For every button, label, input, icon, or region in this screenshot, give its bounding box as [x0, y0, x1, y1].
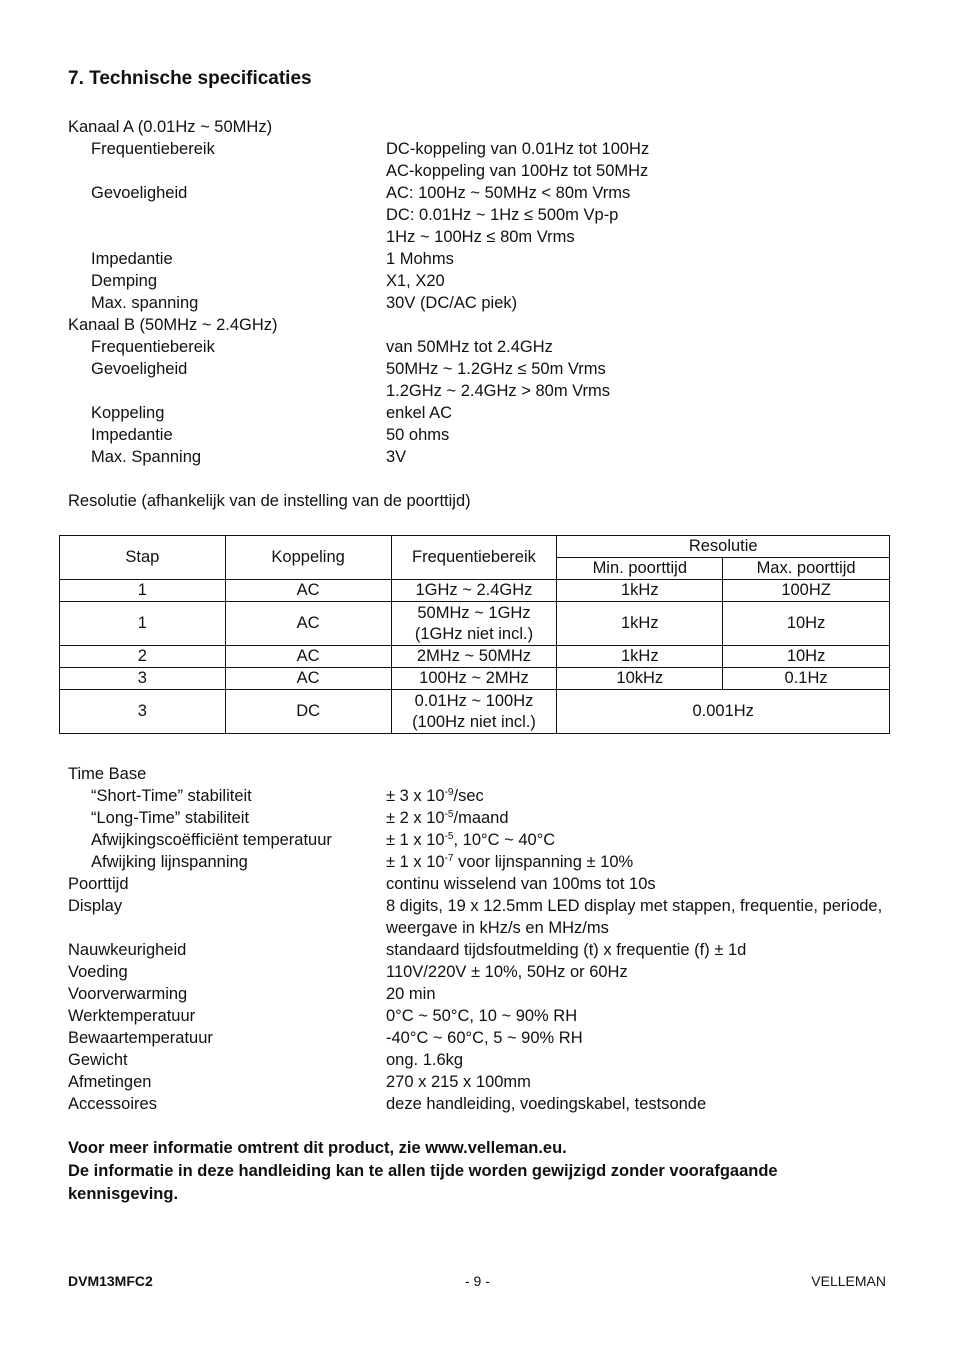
- footer-model: DVM13MFC2: [68, 1273, 153, 1289]
- cell-coupling: AC: [225, 580, 391, 602]
- spec-value: van 50MHz tot 2.4GHz: [386, 338, 553, 356]
- spec-label: Gevoeligheid: [91, 184, 188, 202]
- spec-label: Afwijkingscoëfficiënt temperatuur: [91, 831, 332, 849]
- spec-row: [68, 336, 890, 358]
- header-coupling: Koppeling: [225, 536, 391, 580]
- spec-row: [68, 446, 890, 468]
- spec-row: [68, 1071, 890, 1093]
- spec-label: Max. spanning: [91, 294, 199, 312]
- spec-label: Demping: [91, 272, 158, 290]
- spec-row: [68, 424, 890, 446]
- spec-row: [68, 270, 890, 292]
- table-header-row: [60, 536, 890, 558]
- cell-step: 3: [60, 668, 226, 690]
- notice-line: Voor meer informatie omtrent dit product, zie www.velleman.eu.: [68, 1139, 567, 1157]
- spec-value: -40°C ~ 60°C, 5 ~ 90% RH: [386, 1029, 583, 1047]
- spec-label: Bewaartemperatuur: [68, 1029, 213, 1047]
- cell-step: 2: [60, 646, 226, 668]
- table-row: [60, 690, 890, 734]
- spec-label: “Short-Time” stabiliteit: [91, 787, 252, 805]
- spec-value: [386, 829, 555, 851]
- cell-frequency-line: 50MHz ~ 1GHz: [417, 603, 531, 622]
- footer-brand: VELLEMAN: [811, 1273, 886, 1289]
- spec-value: 1Hz ~ 100Hz ≤ 80m Vrms: [386, 228, 575, 246]
- spec-label: Werktemperatuur: [68, 1007, 196, 1025]
- spec-label: Impedantie: [91, 250, 173, 268]
- spec-value: ong. 1.6kg: [386, 1051, 464, 1069]
- header-resolution: Resolutie: [557, 536, 890, 558]
- notice-line: De informatie in deze handleiding kan te allen tijde worden gewijzigd zonder voorafgaande kennisgeving.: [68, 1162, 778, 1203]
- spec-label: “Long-Time” stabiliteit: [91, 809, 250, 827]
- spec-row: [68, 873, 890, 895]
- value-base: ± 1 x 10: [386, 831, 445, 849]
- cell-coupling: AC: [225, 646, 391, 668]
- value-unit: , 10°C ~ 40°C: [453, 831, 556, 849]
- spec-value: AC: 100Hz ~ 50MHz < 80m Vrms: [386, 184, 631, 202]
- resolution-table: [59, 535, 890, 734]
- value-base: ± 1 x 10: [386, 853, 445, 871]
- spec-label: Accessoires: [68, 1095, 157, 1113]
- spec-row: [68, 917, 890, 939]
- spec-row: [68, 851, 890, 873]
- spec-value: 1.2GHz ~ 2.4GHz > 80m Vrms: [386, 382, 611, 400]
- value-unit: /sec: [453, 787, 484, 805]
- spec-value: DC: 0.01Hz ~ 1Hz ≤ 500m Vp-p: [386, 206, 619, 224]
- spec-label: Frequentiebereik: [91, 338, 215, 356]
- spec-row: [68, 292, 890, 314]
- section-heading: 7. Technische specificaties: [68, 68, 312, 89]
- spec-label: Poorttijd: [68, 875, 129, 893]
- cell-frequency-note: (1GHz niet incl.): [414, 624, 534, 643]
- footer-page-number: - 9 -: [465, 1273, 490, 1289]
- spec-row: [68, 829, 890, 851]
- cell-frequency-line: 0.01Hz ~ 100Hz: [414, 691, 534, 710]
- value-base: ± 3 x 10: [386, 787, 445, 805]
- info-notice: [68, 1137, 890, 1206]
- spec-label: Max. Spanning: [91, 448, 202, 466]
- header-step: Stap: [60, 536, 226, 580]
- cell-frequency: 2MHz ~ 50MHz: [391, 646, 557, 668]
- cell-max: 10Hz: [723, 646, 890, 668]
- spec-value: 1 Mohms: [386, 250, 454, 268]
- spec-value: 0°C ~ 50°C, 10 ~ 90% RH: [386, 1007, 578, 1025]
- spec-value: DC-koppeling van 0.01Hz tot 100Hz: [386, 140, 650, 158]
- spec-row: [68, 1093, 890, 1115]
- spec-row: [68, 226, 890, 248]
- spec-row: [68, 807, 890, 829]
- spec-label: Gewicht: [68, 1051, 128, 1069]
- spec-row: [68, 1005, 890, 1027]
- spec-value: weergave in kHz/s en MHz/ms: [386, 919, 609, 937]
- value-exponent: -5: [444, 809, 454, 820]
- spec-value: AC-koppeling van 100Hz tot 50MHz: [386, 162, 649, 180]
- spec-label: Afwijking lijnspanning: [91, 853, 248, 871]
- spec-value: [386, 807, 509, 829]
- spec-row: [68, 1027, 890, 1049]
- spec-label: Voeding: [68, 963, 128, 981]
- spec-row: [68, 895, 890, 917]
- cell-frequency: [391, 690, 557, 734]
- cell-resolution: 0.001Hz: [557, 690, 890, 734]
- spec-label: Koppeling: [91, 404, 165, 422]
- cell-min: 10kHz: [557, 668, 723, 690]
- value-unit: /maand: [453, 809, 509, 827]
- general-specs: [68, 763, 890, 1115]
- spec-row: [68, 138, 890, 160]
- spec-row: [68, 160, 890, 182]
- spec-label: Afmetingen: [68, 1073, 152, 1091]
- spec-value: 3V: [386, 448, 407, 466]
- spec-row: [68, 358, 890, 380]
- spec-value: 8 digits, 19 x 12.5mm LED display met stappen, frequentie, periode,: [386, 897, 883, 915]
- spec-value: 50 ohms: [386, 426, 450, 444]
- value-unit: voor lijnspanning ± 10%: [453, 853, 634, 871]
- cell-coupling: AC: [225, 602, 391, 646]
- spec-row: [68, 402, 890, 424]
- spec-row: [68, 939, 890, 961]
- value-exponent: -9: [444, 787, 454, 798]
- spec-row: [68, 380, 890, 402]
- spec-label: Nauwkeurigheid: [68, 941, 187, 959]
- header-max-gate: Max. poorttijd: [723, 558, 890, 580]
- cell-max: 0.1Hz: [723, 668, 890, 690]
- spec-label: Voorverwarming: [68, 985, 188, 1003]
- timebase-title: Time Base: [68, 765, 147, 783]
- spec-value: standaard tijdsfoutmelding (t) x frequentie (f) ± 1d: [386, 941, 747, 959]
- cell-min: 1kHz: [557, 580, 723, 602]
- spec-row: [68, 983, 890, 1005]
- timebase-title-row: [68, 763, 890, 785]
- value-exponent: -7: [444, 853, 454, 864]
- table-row: [60, 668, 890, 690]
- spec-value: enkel AC: [386, 404, 453, 422]
- spec-row: [68, 182, 890, 204]
- spec-value: [386, 785, 484, 807]
- table-row: [60, 580, 890, 602]
- header-min-gate: Min. poorttijd: [557, 558, 723, 580]
- spec-value: 110V/220V ± 10%, 50Hz or 60Hz: [386, 963, 628, 981]
- spec-value: 20 min: [386, 985, 436, 1003]
- cell-max: 100HZ: [723, 580, 890, 602]
- cell-min: 1kHz: [557, 646, 723, 668]
- spec-value: [386, 851, 633, 873]
- channel-a-title-row: [68, 116, 890, 138]
- cell-frequency: [391, 602, 557, 646]
- cell-max: 10Hz: [723, 602, 890, 646]
- spec-value: 50MHz ~ 1.2GHz ≤ 50m Vrms: [386, 360, 606, 378]
- spec-label: Frequentiebereik: [91, 140, 215, 158]
- channel-b-title: Kanaal B (50MHz ~ 2.4GHz): [68, 316, 278, 334]
- cell-frequency: 1GHz ~ 2.4GHz: [391, 580, 557, 602]
- channel-a-title: Kanaal A (0.01Hz ~ 50MHz): [68, 118, 273, 136]
- spec-row: [68, 248, 890, 270]
- spec-value: continu wisselend van 100ms tot 10s: [386, 875, 656, 893]
- spec-value: 270 x 215 x 100mm: [386, 1073, 531, 1091]
- table-row: [60, 646, 890, 668]
- spec-label: Display: [68, 897, 123, 915]
- value-base: ± 2 x 10: [386, 809, 445, 827]
- cell-step: 3: [60, 690, 226, 734]
- cell-step: 1: [60, 580, 226, 602]
- cell-coupling: AC: [225, 668, 391, 690]
- cell-min: 1kHz: [557, 602, 723, 646]
- header-frequency: Frequentiebereik: [391, 536, 557, 580]
- spec-label: Impedantie: [91, 426, 173, 444]
- resolution-note: Resolutie (afhankelijk van de instelling van de poorttijd): [68, 492, 471, 510]
- spec-row: [68, 204, 890, 226]
- table-row: [60, 602, 890, 646]
- spec-value: deze handleiding, voedingskabel, testsonde: [386, 1095, 707, 1113]
- cell-step: 1: [60, 602, 226, 646]
- value-exponent: -5: [444, 831, 454, 842]
- cell-coupling: DC: [225, 690, 391, 734]
- spec-value: X1, X20: [386, 272, 445, 290]
- channel-specs: [68, 116, 890, 468]
- spec-label: Gevoeligheid: [91, 360, 188, 378]
- channel-b-title-row: [68, 314, 890, 336]
- spec-value: 30V (DC/AC piek): [386, 294, 518, 312]
- cell-frequency: 100Hz ~ 2MHz: [391, 668, 557, 690]
- spec-row: [68, 785, 890, 807]
- cell-frequency-note: (100Hz niet incl.): [412, 712, 536, 731]
- spec-row: [68, 961, 890, 983]
- spec-row: [68, 1049, 890, 1071]
